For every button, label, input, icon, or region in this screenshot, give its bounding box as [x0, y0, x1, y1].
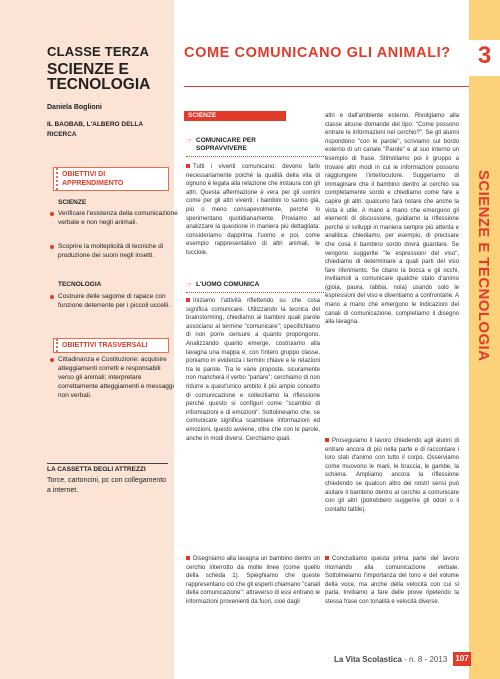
paragraph-6: Concludiamo questa prima parte del lavoro ritornando alla comunicazione verbale. Sottolineiamo l'importanza del tono e del volume della voce, ma anche della velocità con cui si parla. Invitiamo a fare delle prove ripetendo la stessa frase con tonalità e velocità diverse. [325, 556, 459, 605]
cassetta-text: Torce, cartoncini, pc con collegamento a internet. [47, 477, 167, 494]
tab-label-wrap [475, 170, 492, 362]
heading-divider [186, 156, 326, 157]
science-item-1: Verificare l'esistenza della comunicazione verbale e non negli animali. [49, 209, 178, 227]
science-heading: SCIENZE [58, 199, 87, 206]
tab-number: 3 [477, 42, 492, 69]
bullet-square-icon [186, 298, 190, 302]
paragraph-5: Proseguiamo il lavoro chiedendo agli alunni di entrare ancora di più nella parte e di raccontare i loro stati d'animo con tutto il corpo. Osserviamo come muovono le mani, le braccia, le gambe, la schiena. Ampliamo ancora la riflessione chiedendo se qualcun altro dei nostri sensi può aiutare il bambino dentro al cerchio a comunicare con gli altri (potrebbero suggerire gli odori o il contatto tattile). [325, 438, 459, 513]
page-number: 107 [453, 652, 471, 666]
article-title: COME COMUNICANO GLI ANIMALI? [184, 45, 451, 61]
transversal-item: Cittadinanza e Costituzione: acquisire atteggiamenti corretti e responsabili verso gli animali; interpretare correttamente atteggiamenti e messaggi non verbali. [49, 355, 178, 400]
publisher: IL BAOBAB, L'ALBERO DELLA RICERCA [47, 121, 143, 138]
paragraph-2: Iniziamo l'attività riflettendo su che cosa significa comunicare. Utilizzando la tecnica del brainstorming, chiediamo ai bambini quali parole associano al termine "comunicare"; specifichiamo di non porre censure a quanto propongono. Analizzando quanto emerge, costruiamo alla lavagna una mappa e, con l'intero gruppo classe, poniamo in evidenza i termini chiave e le relazioni tra le parole. Tra le varie proposte, sicuramente non mancherà il verbo "parlare"; cerchiamo di non ridurre a quest'unico ambito il più ampio concetto di comunicazione e sollecitiamo la riflessione perché questo si configuri come "scambio di informazioni e di emozioni". Sottolineiamo che, se comunicare significa scambiare informazioni ed emozioni, questo avviene, oltre che con le parole, anche in modi diversi. Cerchiamo quali. [186, 298, 320, 442]
objectives-transversal-box: OBIETTIVI TRASVERSALI [53, 338, 169, 353]
bullet-square-icon [325, 556, 329, 560]
tech-heading: TECNOLOGIA [58, 281, 102, 288]
cassetta-heading: LA CASSETTA DEGLI ATTREZZI [47, 466, 146, 473]
tab-label: SCIENZE E TECNOLOGIA [475, 170, 492, 362]
author-name: Daniela Boglioni [47, 104, 102, 111]
bullet-square-icon [325, 438, 329, 442]
hand-icon: ☞ [186, 282, 193, 289]
paragraph-4: altri e dall'ambiente esterno. Rivolgiamo alla classe alcune domande del tipo: "Come possono entrare le informazioni nel cerchio?". Se gli alunni rispondono "con le parole", scriviamo sul bordo esterno di un canale "Parole" e al suo interno un esempio di frase. Stimoliamo poi il gruppo a trovare altri modi in cui le informazioni possono raggiungere l'interlocutore. Suggeriamo di immaginare che il bambino dentro al cerchio sia completamente sordo e chiediamo come fare a capire gli altri: qualcuno farà notare che anche la vista è utile. A mano a mano che emergono gli elementi di discussione, guidiamo la riflessione perché si sviluppi in maniera sempre più attenta e analitica: chiediamo, per esempio, di precisare che cosa il bambino sordo dovrà guardare. Se vengono suggerite "le espressioni del viso", chiediamo di determinare a quali parti del viso fare riferimento. Se citano la bocca e gli occhi, invitiamoli a comunicare qualche stato d'animo (gioia, paura, rabbia, noia) usando solo le espressioni del viso e diventiamo a confrontarle. A mano a mano che emergono le indicazioni dei canali di comunicazione, completiamo il disegno alla lavagna. [325, 113, 459, 326]
tech-item-1: Costruire delle sagome di rapace con funzione deterrente per i piccoli uccelli. [49, 292, 178, 310]
heading-divider [186, 292, 326, 293]
footer [334, 655, 447, 664]
paragraph-3: Disegniamo alla lavagna un bambino dentro un cerchio interrotto da molte linee (come quello della scheda 1). Spieghiamo che queste rappresentano ciò che gli esperti chiamano "canali della comunicazione": attraverso di essi entrano le informazioni provenienti da fuori, cioè dagli [186, 556, 320, 605]
objectives-learning-box: OBIETTIVI DI APPRENDIMENTO [53, 167, 169, 191]
bullet-square-icon [186, 556, 190, 560]
title-divider [184, 86, 470, 87]
hand-icon: ☞ [186, 138, 193, 145]
heading-uomo: L'UOMO COMUNICA [196, 281, 260, 288]
magazine-name: La Vita Scolastica [334, 655, 402, 664]
bullet-square-icon [186, 164, 190, 168]
heading-comunicare: COMUNICARE PER SOPRAVVIVERE [196, 137, 256, 152]
section-tag: SCIENZE [184, 111, 286, 121]
science-item-2: Scoprire la molteplicità di tecniche di produzione dei suoni negli insetti. [49, 242, 178, 260]
issue: - n. 8 - 2013 [404, 655, 448, 664]
class-title: CLASSE TERZA [47, 44, 150, 59]
cassetta-divider [47, 463, 168, 464]
subject-title: SCIENZE E TECNOLOGIA [47, 61, 151, 93]
paragraph-1: Tutti i viventi comunicano: devono farlo necessariamente poiché la qualità della vita di ognuno è legata alla relazione che instaura con gli altri. Questa affermazione è vera per gli uomini come per gli altri viventi: i bambini lo sanno già, più o meno consapevolmente, perché lo sperimentano quotidianamente. Proviamo ad analizzare la questione in maniera più dettagliata: consideriamo dapprima l'uomo e poi, come esempio rappresentativo di altri animali, le lucciole. [186, 164, 320, 256]
